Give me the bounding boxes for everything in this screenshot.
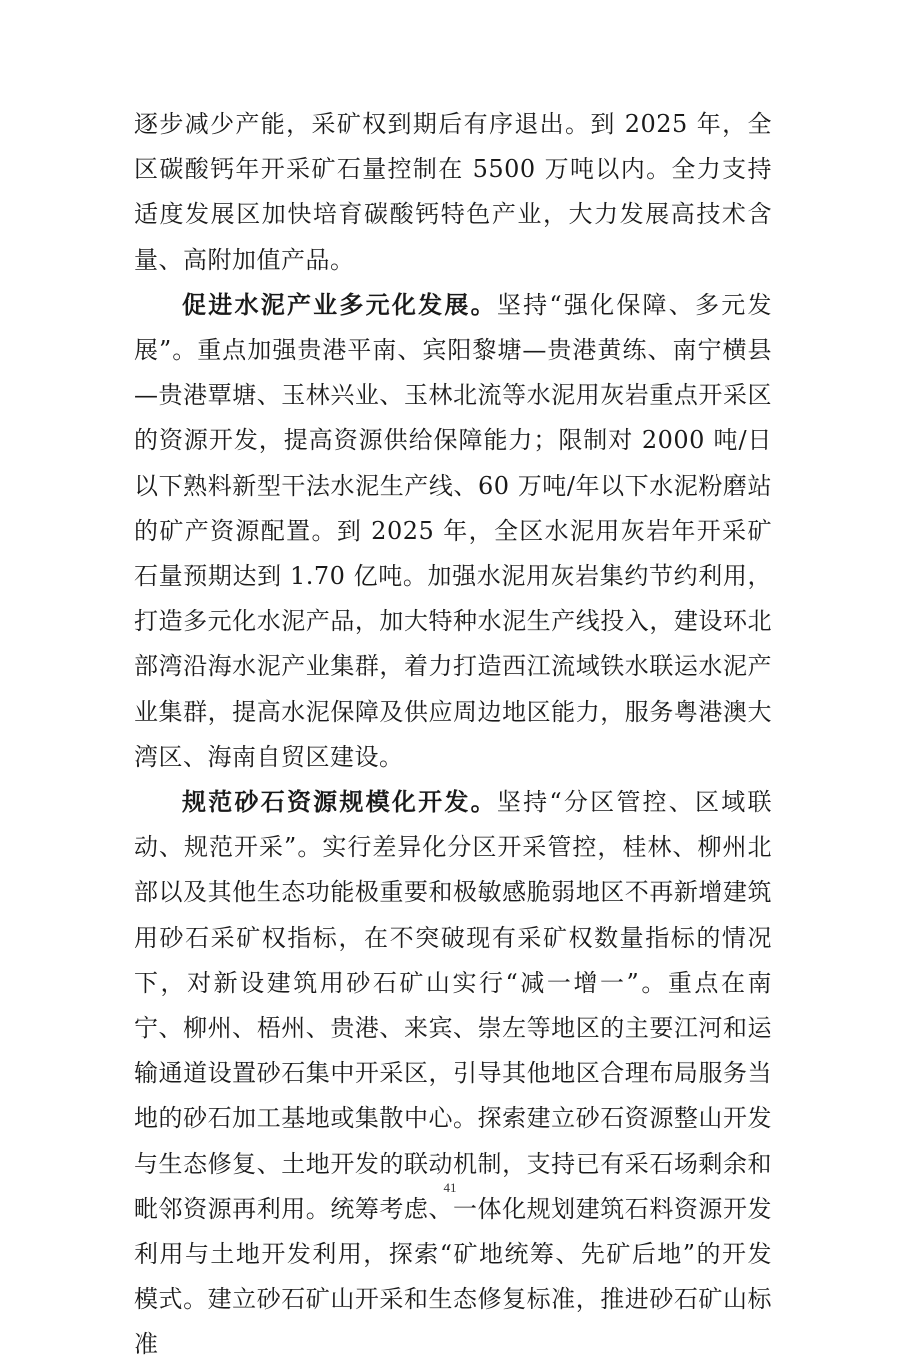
- paragraph-text: 坚持“分区管控、区域联动、规范开采”。实行差异化分区开采管控，桂林、柳州北部以及其他生态功能极重要和极敏感脆弱地区不再新增建筑用砂石采矿权指标，在不突破现有采矿权数量指标的情况下，对新设建筑用砂石矿山实行“减一增一”。重点在南宁、柳州、梧州、贵港、来宾、崇左等地区的主要江河和运输通道设置砂石集中开采区，引导其他地区合理布局服务当地的砂石加工基地或集散中心。探索建立砂石资源整山开发与生态修复、土地开发的联动机制，支持已有采石场剩余和毗邻资源再利用。统筹考虑、一体化规划建筑石料资源开发利用与土地开发利用，探索“矿地统筹、先矿后地”的开发模式。建立砂石矿山开采和生态修复标准，推进砂石矿山标准: [134, 788, 773, 1359]
- paragraph-cement-industry: [134, 283, 772, 780]
- paragraph-heading: 促进水泥产业多元化发展。: [182, 290, 497, 319]
- paragraph-heading: 规范砂石资源规模化开发。: [182, 788, 497, 817]
- page-number: 41: [443, 1180, 457, 1195]
- paragraph-text: 逐步减少产能，采矿权到期后有序退出。到 2025 年，全区碳酸钙年开采矿石量控制在 5500 万吨以内。全力支持适度发展区加快培育碳酸钙特色产业，大力发展高技术含量、高附加值产品。: [134, 110, 772, 274]
- paragraph-sand-gravel: [134, 780, 772, 1368]
- paragraph-carbonate-continued: [134, 102, 772, 283]
- paragraph-text: 坚持“强化保障、多元发展”。重点加强贵港平南、宾阳黎塘—贵港黄练、南宁横县—贵港覃塘、玉林兴业、玉林北流等水泥用灰岩重点开采区的资源开发，提高资源供给保障能力；限制对 2000 吨/日以下熟料新型干法水泥生产线、60 万吨/年以下水泥粉磨站的矿产资源配置。到 2025 年，全区水泥用灰岩年开采矿石量预期达到 1.70 亿吨。加强水泥用灰岩集约节约利用，打造多元化水泥产品，加大特种水泥生产线投入，建设环北部湾沿海水泥产业集群，着力打造西江流域铁水联运水泥产业集群，提高水泥保障及供应周边地区能力，服务粤港澳大湾区、海南自贸区建设。: [134, 290, 773, 771]
- body-text: [134, 102, 772, 1368]
